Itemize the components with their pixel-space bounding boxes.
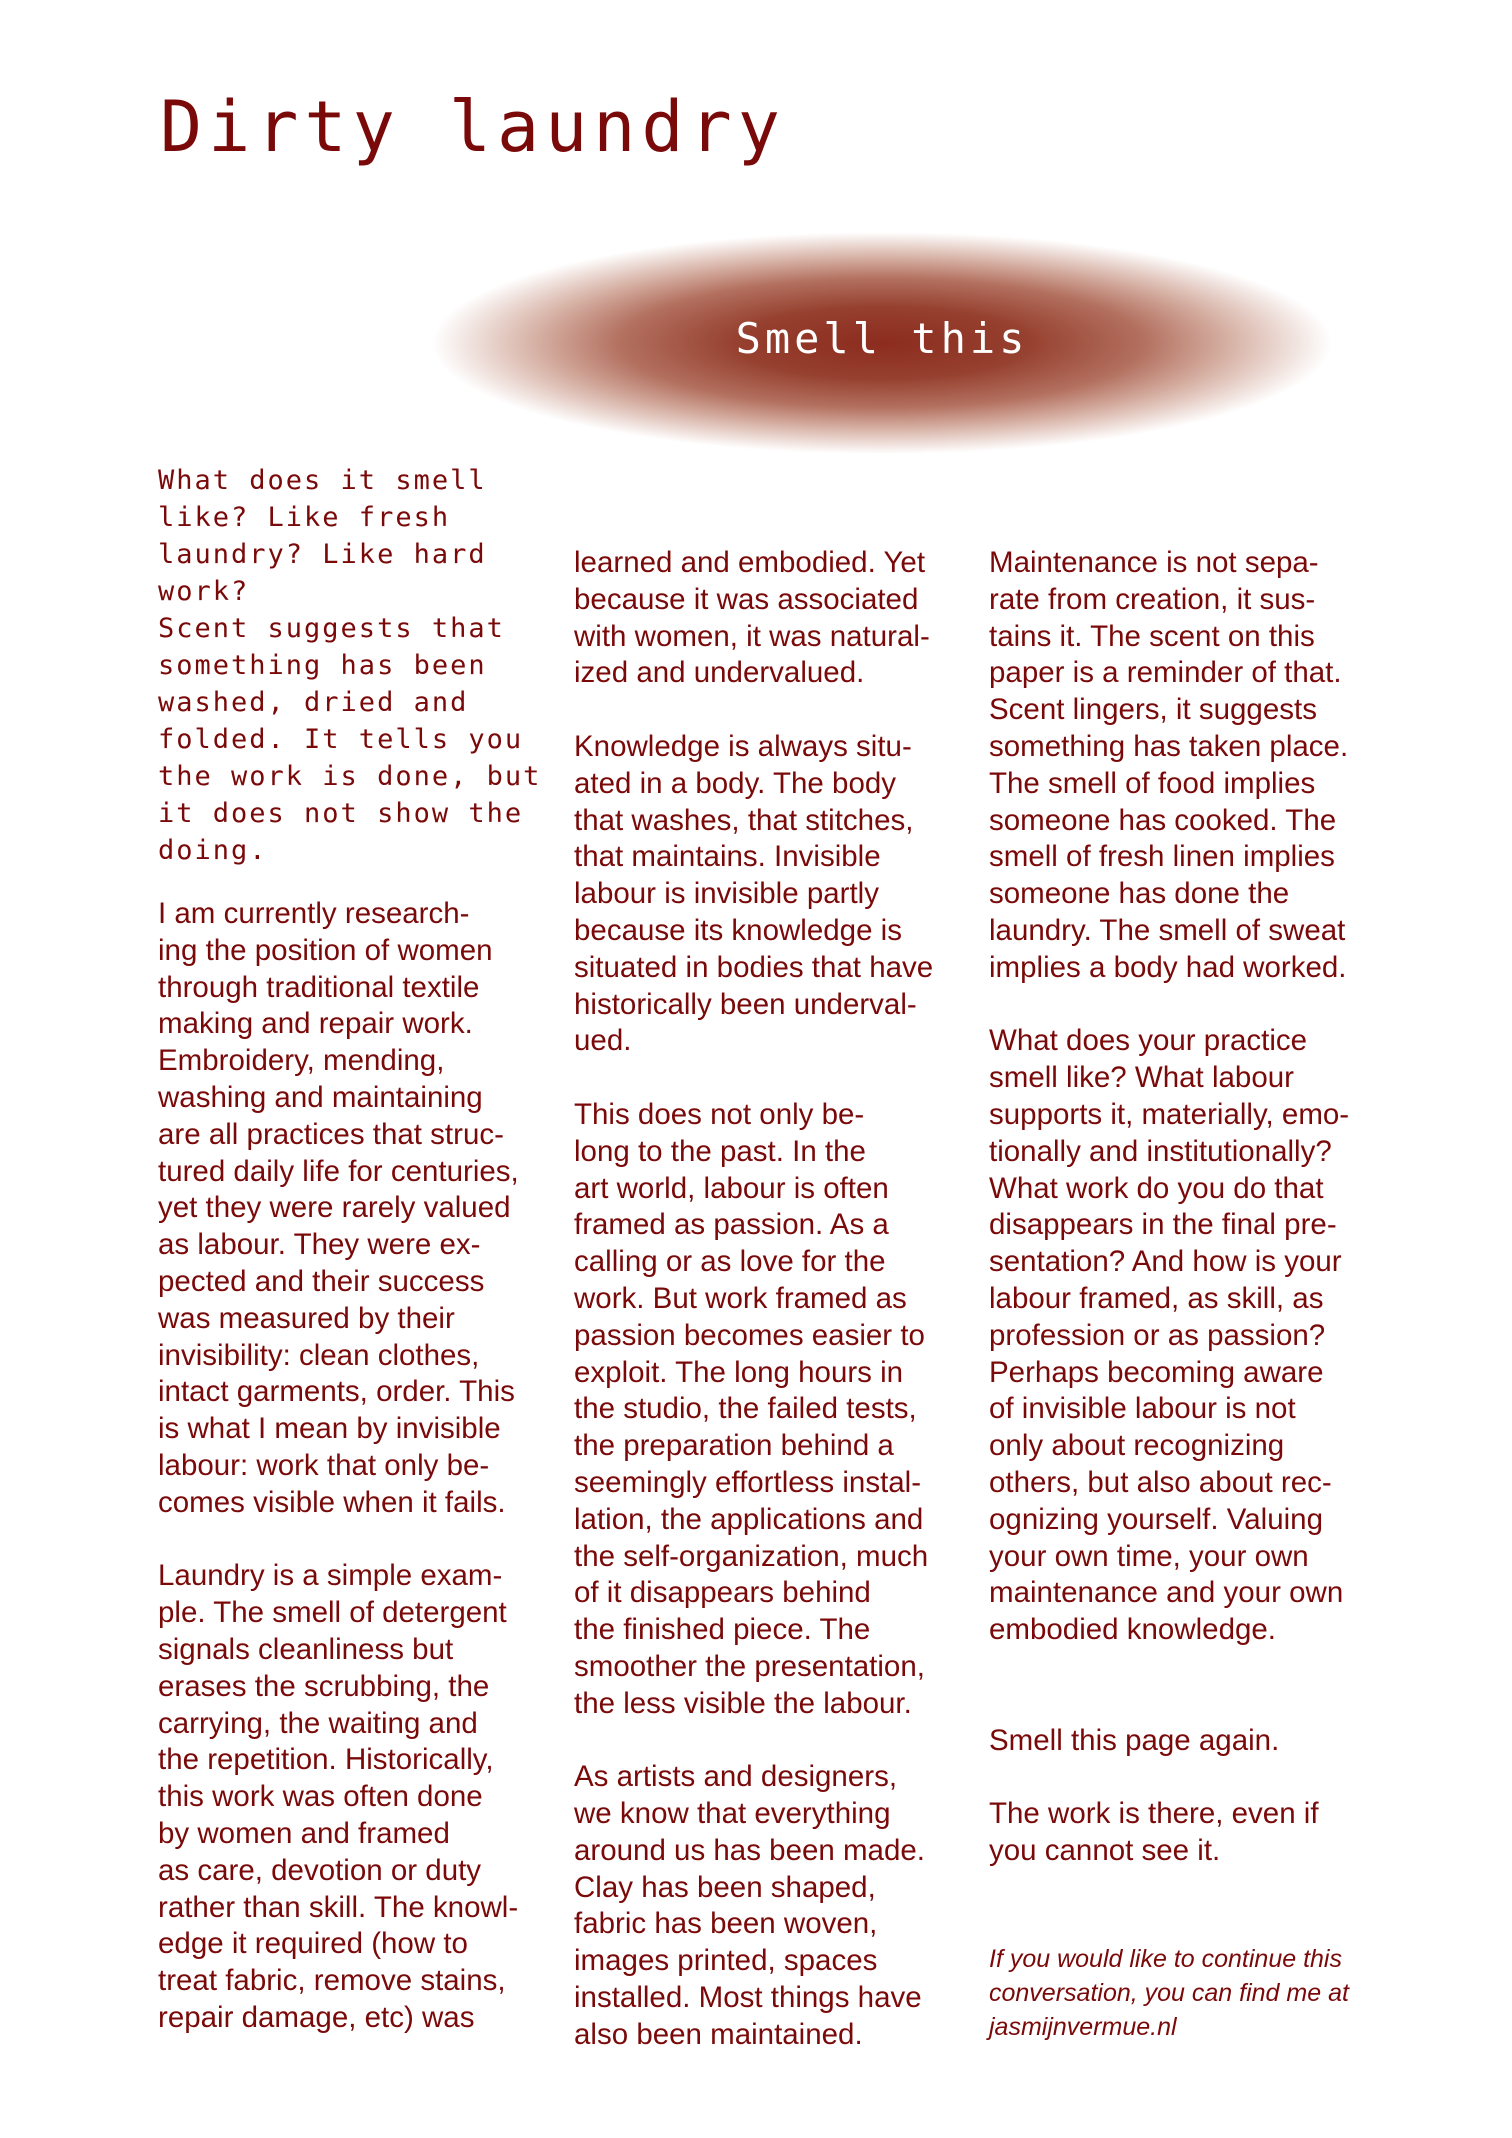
text-line: making and repair work.: [158, 1007, 473, 1041]
text-line: Laundry is a simple exam-: [158, 1559, 503, 1593]
text-line: washing and maintaining: [158, 1080, 483, 1114]
text-line: As artists and designers,: [574, 1760, 898, 1794]
text-line: we know that everything: [574, 1797, 891, 1831]
text-line: seemingly effortless instal-: [574, 1465, 922, 1499]
text-line: tains it. The scent on this: [989, 619, 1315, 653]
text-line: through traditional textile: [158, 970, 480, 1004]
text-line: This does not only be-: [574, 1097, 865, 1131]
contact-note: [989, 1942, 1349, 2044]
text-line: ized and undervalued.: [574, 656, 865, 690]
text-line: edge it required (how to: [158, 1927, 468, 1961]
text-line: installed. Most things have: [574, 1981, 922, 2015]
text-line: fabric has been woven,: [574, 1907, 878, 1941]
text-line: smell of fresh linen implies: [989, 840, 1335, 874]
text-line: work?: [158, 576, 250, 607]
text-line: rather than skill. The knowl-: [158, 1890, 519, 1924]
text-line: someone has done the: [989, 877, 1290, 911]
text-line: erases the scrubbing, the: [158, 1669, 490, 1703]
text-line: of it disappears behind: [574, 1576, 871, 1610]
text-line: maintenance and your own: [989, 1576, 1344, 1610]
text-line: around us has been made.: [574, 1833, 925, 1867]
paragraph-gap: [574, 1723, 933, 1760]
text-line: someone has cooked. The: [989, 803, 1337, 837]
text-line: intact garments, order. This: [158, 1375, 515, 1409]
text-line: framed as passion. As a: [574, 1208, 889, 1242]
paragraph-gap: [989, 987, 1349, 1024]
text-line: others, but also about rec-: [989, 1465, 1332, 1499]
text-line: conversation, you can find me at: [989, 1979, 1349, 2007]
text-line: ognizing yourself. Valuing: [989, 1502, 1323, 1536]
text-line: images printed, spaces: [574, 1944, 878, 1978]
text-line: jasmijnvermue.nl: [989, 2013, 1177, 2041]
text-line: ing the position of women: [158, 933, 493, 967]
text-line: pected and their success: [158, 1264, 485, 1298]
text-line: work. But work framed as: [574, 1281, 907, 1315]
text-line: you cannot see it.: [989, 1833, 1221, 1867]
text-line: this work was often done: [158, 1780, 483, 1814]
text-line: the preparation behind a: [574, 1429, 894, 1463]
text-line: of invisible labour is not: [989, 1392, 1296, 1426]
text-line: as labour. They were ex-: [158, 1228, 481, 1262]
text-line: supports it, materially, emo-: [989, 1097, 1350, 1131]
text-line: as care, devotion or duty: [158, 1853, 482, 1887]
text-line: I am currently research-: [158, 897, 470, 930]
text-line: comes visible when it fails.: [158, 1485, 506, 1519]
text-line: the less visible the labour.: [574, 1686, 912, 1720]
text-line: that maintains. Invisible: [574, 840, 881, 874]
text-line: tured daily life for centuries,: [158, 1154, 519, 1188]
text-line: with women, it was natural-: [574, 619, 930, 653]
text-line: repair damage, etc) was: [158, 2000, 475, 2034]
text-line: only about recognizing: [989, 1429, 1285, 1463]
text-line: The smell of food implies: [989, 766, 1316, 800]
text-line: invisibility: clean clothes,: [158, 1338, 480, 1372]
text-line: calling or as love for the: [574, 1245, 886, 1279]
text-line: something has taken place.: [989, 729, 1349, 763]
text-line: the self-organization, much: [574, 1539, 929, 1573]
text-line: The work is there, even if: [989, 1797, 1319, 1831]
text-line: disappears in the final pre-: [989, 1208, 1337, 1242]
text-line: situated in bodies that have: [574, 950, 934, 984]
text-line: like? Like fresh: [158, 502, 451, 533]
text-line: tionally and institutionally?: [989, 1134, 1332, 1168]
text-line: yet they were rarely valued: [158, 1191, 511, 1225]
text-line: ued.: [574, 1024, 632, 1058]
text-line: ple. The smell of detergent: [158, 1596, 507, 1630]
text-line: Scent suggests that: [158, 613, 505, 644]
text-line: implies a body had worked.: [989, 950, 1347, 984]
text-line: labour framed, as skill, as: [989, 1281, 1324, 1315]
text-line: folded. It tells you: [158, 724, 524, 755]
text-line: your own time, your own: [989, 1539, 1309, 1573]
text-line: ated in a body. The body: [574, 766, 897, 800]
text-line: What does it smell: [158, 465, 487, 496]
text-line: doing.: [158, 835, 268, 866]
text-line: learned and embodied. Yet: [574, 546, 926, 579]
text-line: it does not show the: [158, 798, 524, 829]
column-3: [989, 545, 1349, 1870]
text-line: paper is a reminder of that.: [989, 656, 1342, 690]
text-line: historically been underval-: [574, 987, 917, 1021]
paragraph-gap: [574, 692, 933, 729]
page-title: Dirty laundry: [160, 86, 786, 168]
text-line: exploit. The long hours in: [574, 1355, 904, 1389]
text-line: signals cleanliness but: [158, 1632, 454, 1666]
column-2: [574, 545, 933, 2054]
text-line: Scent lingers, it suggests: [989, 693, 1317, 727]
text-line: washed, dried and: [158, 687, 469, 718]
intro-text: [158, 462, 542, 869]
text-line: rate from creation, it sus-: [989, 582, 1316, 616]
paragraph-gap: [989, 1759, 1349, 1796]
column-1: [158, 896, 519, 2037]
paragraph-gap: [989, 1649, 1349, 1686]
banner-label: Smell this: [735, 314, 1029, 363]
paragraph-gap: [989, 1686, 1349, 1723]
text-line: long to the past. In the: [574, 1134, 866, 1168]
text-line: Perhaps becoming aware: [989, 1355, 1324, 1389]
text-line: that washes, that stitches,: [574, 803, 914, 837]
text-line: What does your practice: [989, 1024, 1308, 1058]
text-line: carrying, the waiting and: [158, 1706, 478, 1740]
text-line: by women and framed: [158, 1816, 450, 1850]
text-line: the repetition. Historically,: [158, 1743, 494, 1777]
text-line: smell like? What labour: [989, 1061, 1294, 1095]
text-line: the work is done, but: [158, 761, 542, 792]
text-line: If you would like to continue this: [989, 1945, 1342, 1973]
text-line: treat fabric, remove stains,: [158, 1964, 506, 1998]
text-line: was measured by their: [158, 1301, 455, 1335]
text-line: What work do you do that: [989, 1171, 1324, 1205]
paragraph-gap: [158, 1522, 519, 1559]
text-line: art world, labour is often: [574, 1171, 889, 1205]
text-line: profession or as passion?: [989, 1318, 1326, 1352]
text-line: Maintenance is not sepa-: [989, 546, 1319, 579]
text-line: labour: work that only be-: [158, 1448, 490, 1482]
text-line: is what I mean by invisible: [158, 1412, 501, 1446]
text-line: Smell this page again.: [989, 1723, 1280, 1757]
text-line: laundry? Like hard: [158, 539, 487, 570]
text-line: because its knowledge is: [574, 913, 902, 947]
text-line: are all practices that struc-: [158, 1117, 504, 1151]
text-line: smoother the presentation,: [574, 1649, 925, 1683]
text-line: also been maintained.: [574, 2017, 863, 2051]
text-line: lation, the applications and: [574, 1502, 924, 1536]
text-line: labour is invisible partly: [574, 877, 879, 911]
text-line: passion becomes easier to: [574, 1318, 925, 1352]
text-line: laundry. The smell of sweat: [989, 913, 1346, 947]
text-line: something has been: [158, 650, 487, 681]
text-line: the finished piece. The: [574, 1613, 871, 1647]
text-line: the studio, the failed tests,: [574, 1392, 917, 1426]
paragraph-gap: [574, 1060, 933, 1097]
text-line: Knowledge is always situ-: [574, 729, 912, 763]
text-line: embodied knowledge.: [989, 1613, 1277, 1647]
text-line: because it was associated: [574, 582, 919, 616]
text-line: Embroidery, mending,: [158, 1044, 445, 1078]
text-line: sentation? And how is your: [989, 1245, 1342, 1279]
text-line: Clay has been shaped,: [574, 1870, 876, 1904]
